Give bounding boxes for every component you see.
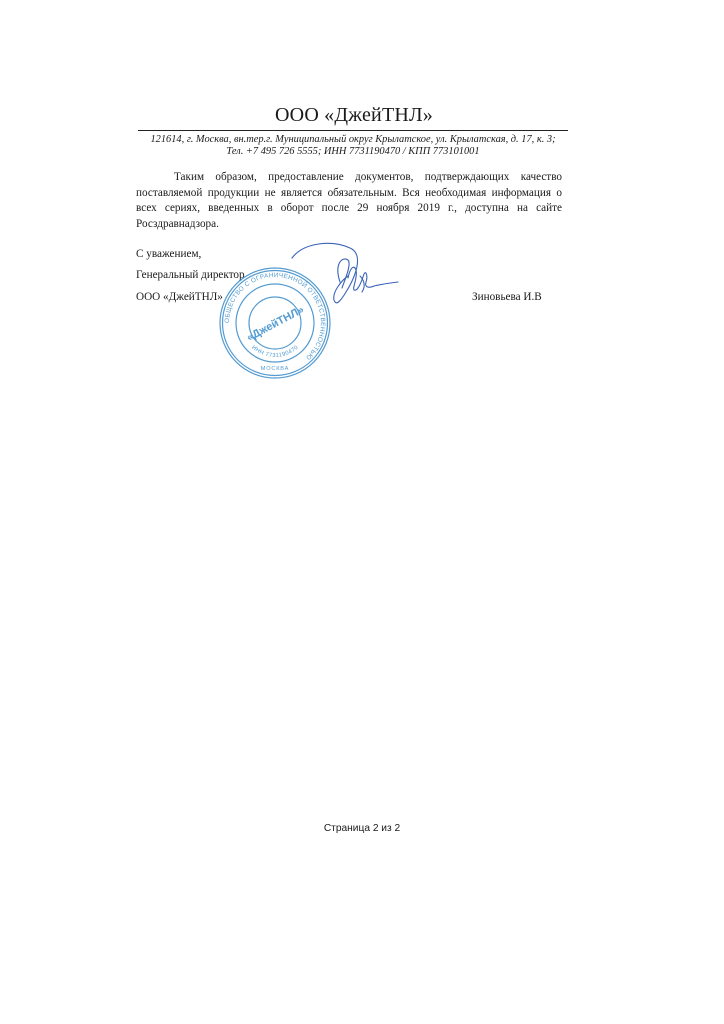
company-address: 121614, г. Москва, вн.тер.г. Муниципальный округ Крылатское, ул. Крылатская, д. 17, к. 3; [150, 134, 556, 145]
signer-name: Зиновьева И.В [472, 291, 542, 303]
closing-regards: С уважением, [136, 248, 202, 260]
handwritten-signature-icon [290, 236, 400, 310]
signer-company: ООО «ДжейТНЛ» [136, 291, 223, 303]
stamp-center-text: «ДжейТНЛ» [244, 303, 307, 344]
stamp-city-text: МОСКВА [260, 366, 290, 372]
company-title: ООО «ДжейТНЛ» [275, 104, 433, 126]
svg-text:ИНН 7731190470 [250, 345, 299, 359]
header-divider [138, 130, 568, 131]
page-number: Страница 2 из 2 [323, 823, 401, 834]
signer-position: Генеральный директор [136, 269, 245, 281]
stamp-inn-text: ИНН 7731190470 [250, 344, 300, 360]
stamp-ring-text: ОБЩЕСТВО С ОГРАНИЧЕННОЙ ОТВЕТСТВЕННОСТЬЮ [223, 271, 327, 362]
letter-body-paragraph: Таким образом, предоставление документов, подтверждающих качество поставляемой продукции не является обязательным. Вся необходимая информация о всех сериях, введенных в оборот после 29 ноября 2019 г., доступна на сайте Росздравнадзора. [136, 171, 562, 230]
company-contacts: Тел. +7 495 726 5555; ИНН 7731190470 / КПП 773101001 [226, 146, 480, 157]
